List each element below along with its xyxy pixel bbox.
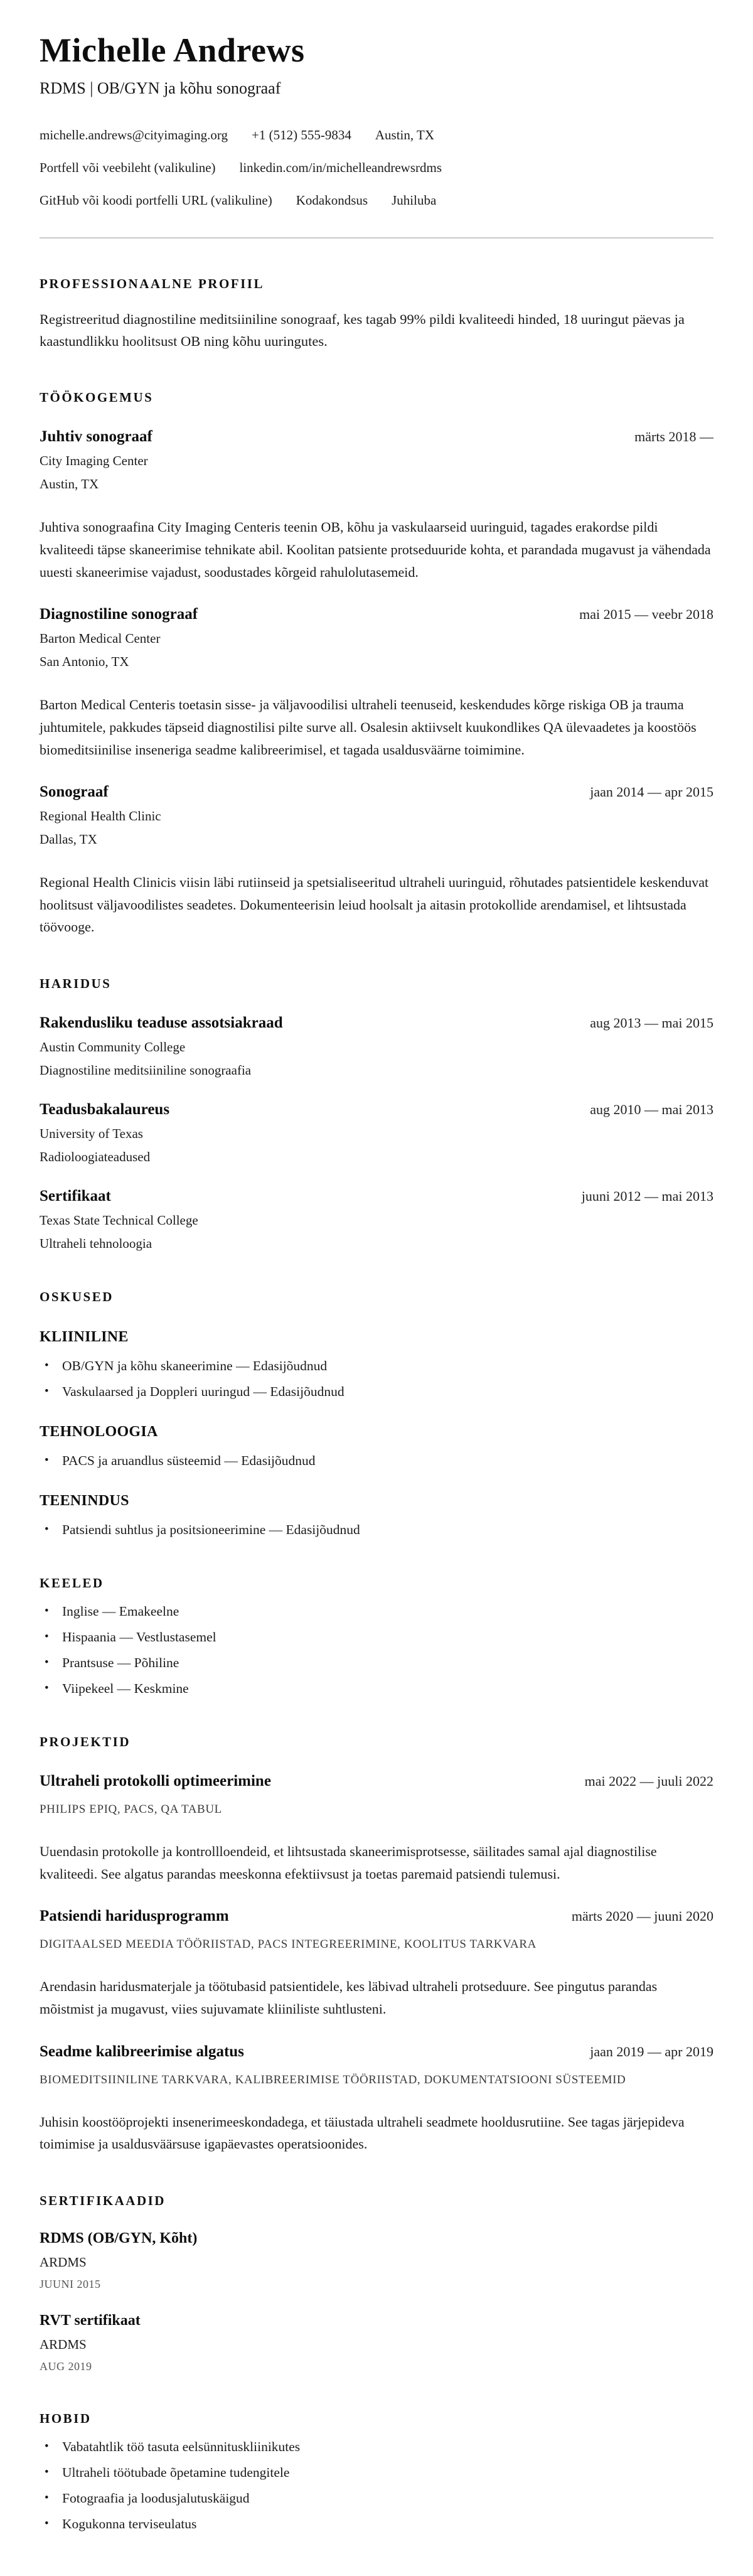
- skill-list: [40, 1522, 713, 1538]
- education-heading: HARIDUS: [40, 976, 112, 992]
- certifications-heading: SERTIFIKAADID: [40, 2192, 166, 2208]
- headline: RDMS | OB/GYN ja kõhu sonograaf: [40, 78, 281, 97]
- hobby-item: • Kogukonna terviseulatus: [62, 2516, 713, 2532]
- certification-date: JUUNI 2015: [40, 2277, 101, 2290]
- skill-list: [40, 1453, 713, 1469]
- job-company: Barton Medical Center: [40, 631, 161, 647]
- project-tools: BIOMEDITSIINILINE TARKVARA, KALIBREERIMISE TÖÖRIISTAD, DOKUMENTATSIOONI SÜSTEEMID: [40, 2073, 626, 2086]
- job-location: Austin, TX: [40, 476, 99, 492]
- project-dates: jaan 2019 — apr 2019: [590, 2043, 713, 2059]
- project-entry: [40, 1773, 713, 1885]
- job-description: Barton Medical Centeris toetasin sisse- ja väljavoodilisi ultraheli teenuseid, keskendudes kõrge riskiga OB ja trauma juhtumitele, pakkudes täpseid diagnostilisi pilte surve all. Osalesin aktiivselt kuukondlikes QA ülevaadetes ja koostöös biomeditsiinilise inseneriga seadme kalibreerimisel, et tagada usaldusväärne toimimine.: [40, 697, 697, 758]
- project-entry: [40, 2043, 713, 2155]
- school-name: University of Texas: [40, 1126, 143, 1142]
- contact-row-1: [40, 127, 713, 143]
- projects-heading: PROJEKTID: [40, 1734, 131, 1750]
- email-text: michelle.andrews@cityimaging.org: [40, 127, 228, 142]
- skill-item: • OB/GYN ja kõhu skaneerimine — Edasijõudnud: [62, 1358, 713, 1374]
- skill-group-title: KLIINILINE: [40, 1329, 129, 1346]
- language-item: • Prantsuse — Põhiline: [62, 1655, 713, 1671]
- resume-header: [40, 33, 713, 208]
- school-name: Austin Community College: [40, 1039, 186, 1055]
- section-projects: [40, 1734, 713, 2155]
- section-certifications: [40, 2193, 713, 2373]
- education-entry: [40, 1101, 713, 1165]
- job-entry: [40, 606, 713, 761]
- job-location: Dallas, TX: [40, 832, 97, 847]
- job-entry-head: [40, 783, 713, 801]
- linkedin-text: linkedin.com/in/michelleandrewsrdms: [239, 159, 442, 175]
- degree-title: Rakendusliku teaduse assotsiakraad: [40, 1014, 283, 1032]
- project-entry-head: [40, 2043, 713, 2061]
- project-description: Juhisin koostööprojekti insenerimeeskondadega, et täiustada ultraheli seadmete hooldusrutiine. See tagas järjepideva toimimise ja usaldusväärsuse igapäevastes operatsioonides.: [40, 2113, 685, 2152]
- job-company: City Imaging Center: [40, 453, 148, 469]
- github-placeholder-text: GitHub või koodi portfelli URL (valikuline): [40, 192, 272, 208]
- job-title: Sonograaf: [40, 783, 109, 801]
- section-education: [40, 976, 713, 1252]
- education-entry-head: [40, 1101, 713, 1119]
- project-title: Patsiendi haridusprogramm: [40, 1908, 229, 1925]
- skill-item: • Vaskulaarsed ja Doppleri uuringud — Edasijõudnud: [62, 1384, 713, 1400]
- education-dates: aug 2010 — mai 2013: [590, 1102, 713, 1118]
- job-title: Juhtiv sonograaf: [40, 428, 152, 446]
- field-of-study: Ultraheli tehnoloogia: [40, 1236, 152, 1252]
- certification-entry: [40, 2230, 713, 2291]
- job-entry-head: [40, 428, 713, 446]
- project-title: Ultraheli protokolli optimeerimine: [40, 1773, 271, 1790]
- certification-issuer: ARDMS: [40, 2336, 87, 2352]
- profile-heading: PROFESSIONAALNE PROFIIL: [40, 276, 264, 291]
- education-dates: aug 2013 — mai 2015: [590, 1015, 713, 1031]
- hobby-item: • Fotograafia ja loodusjalutuskäigud: [62, 2491, 713, 2506]
- language-item: • Hispaania — Vestlustasemel: [62, 1629, 713, 1645]
- phone-text: +1 (512) 555-9834: [252, 127, 351, 142]
- job-dates: mai 2015 — veebr 2018: [579, 606, 713, 623]
- job-dates: märts 2018 —: [634, 429, 713, 445]
- certification-entry: [40, 2312, 713, 2373]
- education-dates: juuni 2012 — mai 2013: [581, 1188, 713, 1205]
- section-hobbies: [40, 2411, 713, 2532]
- hobby-item: • Ultraheli töötubade õpetamine tudengitele: [62, 2465, 713, 2481]
- section-profile: [40, 276, 713, 353]
- job-entry-head: [40, 606, 713, 623]
- skill-group-title: TEHNOLOOGIA: [40, 1424, 158, 1441]
- skill-item: • Patsiendi suhtlus ja positsioneerimine — Edasijõudnud: [62, 1522, 713, 1538]
- header-divider: [40, 237, 713, 239]
- location-text: Austin, TX: [375, 127, 434, 142]
- section-languages: [40, 1575, 713, 1697]
- certification-issuer: ARDMS: [40, 2254, 87, 2270]
- job-dates: jaan 2014 — apr 2015: [590, 784, 713, 800]
- project-entry-head: [40, 1773, 713, 1790]
- contact-row-2: [40, 160, 713, 176]
- job-entry: [40, 428, 713, 583]
- project-tools: PHILIPS EPIQ, PACS, QA TABUL: [40, 1803, 222, 1817]
- certification-name: RVT sertifikaat: [40, 2312, 141, 2329]
- experience-heading: TÖÖKOGEMUS: [40, 390, 154, 405]
- language-list: [40, 1604, 713, 1697]
- field-of-study: Radioloogiateadused: [40, 1149, 151, 1165]
- contact-row-3: [40, 193, 713, 208]
- languages-heading: KEELED: [40, 1575, 104, 1591]
- profile-summary: Registreeritud diagnostiline meditsiiniline sonograaf, kes tagab 99% pildi kvaliteedi hinded, 18 uuringut päevas ja kaastundlikku hoolitsust OB ning kõhu uuringutes.: [40, 311, 685, 349]
- degree-title: Sertifikaat: [40, 1188, 111, 1205]
- section-experience: [40, 390, 713, 938]
- field-of-study: Diagnostiline meditsiiniline sonograafia: [40, 1063, 252, 1078]
- education-entry: [40, 1014, 713, 1078]
- certification-date: AUG 2019: [40, 2359, 92, 2373]
- language-item: • Inglise — Emakeelne: [62, 1604, 713, 1619]
- job-entry: [40, 783, 713, 938]
- skills-heading: OSKUSED: [40, 1289, 114, 1305]
- job-company: Regional Health Clinic: [40, 808, 161, 824]
- language-item: • Viipekeel — Keskmine: [62, 1681, 713, 1697]
- person-name: Michelle Andrews: [40, 31, 305, 69]
- education-entry-head: [40, 1014, 713, 1032]
- project-description: Uuendasin protokolle ja kontrollloendeid, et lihtsustada skaneerimisprotsesse, säilitades samal ajal diagnostilise kvaliteedi. See algatus parandas meeskonna efektiivsust ja toetas paremaid patsiendi tulemusi.: [40, 1843, 657, 1882]
- project-dates: mai 2022 — juuli 2022: [584, 1773, 713, 1790]
- job-description: Juhtiva sonograafina City Imaging Centeris teenin OB, kõhu ja vaskulaarseid uuringuid, tagades erakordse pildi kvaliteedi täpse skaneerimise tehnikate abil. Koolitan patsiente protseduuride kohta, et parandada mugavust ja vähendada uuesti skaneerimise vajadust, soodustades kõrgeid rahulolutasemeid.: [40, 519, 711, 580]
- project-tools: DIGITAALSED MEEDIA TÖÖRIISTAD, PACS INTEGREERIMINE, KOOLITUS TARKVARA: [40, 1938, 537, 1951]
- section-skills: [40, 1289, 713, 1538]
- job-location: San Antonio, TX: [40, 654, 129, 670]
- hobby-list: [40, 2439, 713, 2532]
- project-dates: märts 2020 — juuni 2020: [571, 1908, 713, 1924]
- education-entry-head: [40, 1188, 713, 1205]
- project-description: Arendasin haridusmaterjale ja töötubasid patsientidele, kes läbivad ultraheli protseduure. See pingutus parandas mõistmist ja mugavust, viies sujuvamate kliiniliste suhtlusteni.: [40, 1978, 658, 2017]
- school-name: Texas State Technical College: [40, 1213, 198, 1228]
- skill-list: [40, 1358, 713, 1400]
- portfolio-placeholder-text: Portfell või veebileht (valikuline): [40, 159, 216, 175]
- license-text: Juhiluba: [392, 192, 437, 208]
- degree-title: Teadusbakalaureus: [40, 1101, 170, 1119]
- project-title: Seadme kalibreerimise algatus: [40, 2042, 244, 2060]
- skill-group-title: TEENINDUS: [40, 1493, 129, 1510]
- hobby-item: • Vabatahtlik töö tasuta eelsünnituskliinikutes: [62, 2439, 713, 2455]
- education-entry: [40, 1188, 713, 1252]
- job-title: Diagnostiline sonograaf: [40, 606, 198, 623]
- project-entry: [40, 1908, 713, 2020]
- job-description: Regional Health Clinicis viisin läbi rutiinseid ja spetsialiseeritud ultraheli uuringuid, rõhutades patsientidele keskenduvat hoolitsust väljavoodilistes seadetes. Dokumenteerisin leiud hoolsalt ja aitasin protokollide arendamisel, et lihtsustada töövooge.: [40, 874, 709, 935]
- hobbies-heading: HOBID: [40, 2410, 92, 2426]
- project-entry-head: [40, 1908, 713, 1925]
- citizenship-text: Kodakondsus: [296, 192, 368, 208]
- skill-item: • PACS ja aruandlus süsteemid — Edasijõudnud: [62, 1453, 713, 1469]
- certification-name: RDMS (OB/GYN, Kõht): [40, 2230, 198, 2246]
